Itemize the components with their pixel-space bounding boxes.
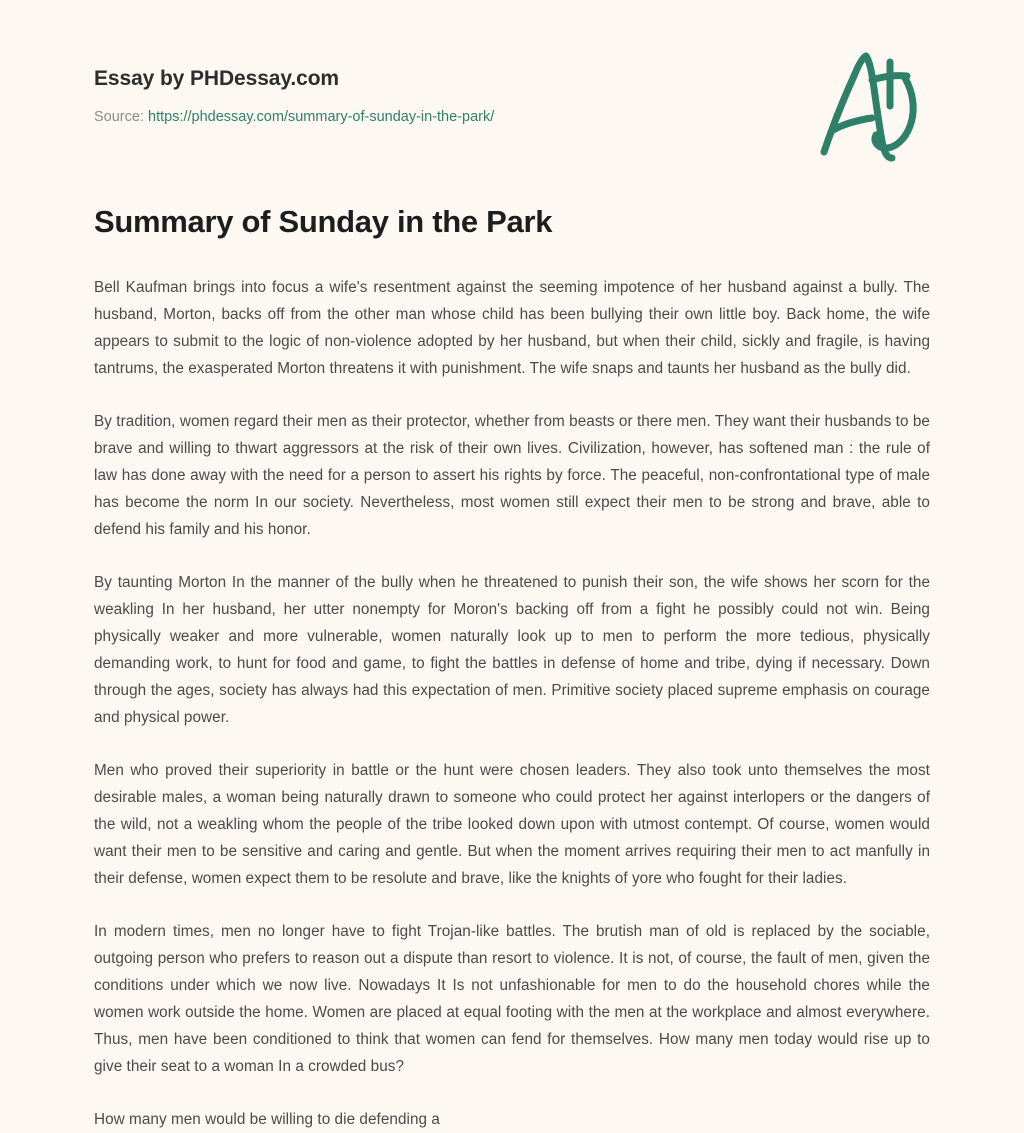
- page-title: Summary of Sunday in the Park: [94, 204, 553, 240]
- phdessay-a-plus-logo-icon: [810, 48, 930, 163]
- paragraph: Men who proved their superiority in battle or the hunt were chosen leaders. They also took unto themselves the most desirable males, a woman being naturally drawn to someone who could protect her against interlopers or the dangers of the wild, not a weakling whom the people of the tribe looked down upon with utmost contempt. Of course, women would want their men to be sensitive and caring and gentle. But when the moment arrives requiring their men to act manfully in their defense, women expect them to be resolute and brave, like the knights of yore who fought for their ladies.: [94, 762, 930, 888]
- source-line: [94, 108, 930, 127]
- article-body: [94, 240, 930, 1133]
- brand-line: Essay by PHDessay.com: [94, 67, 339, 90]
- source-label: Source:: [94, 109, 148, 126]
- paragraph: Bell Kaufman brings into focus a wife's resentment against the seeming impotence of her husband against a bully. The husband, Morton, backs off from the other man whose child has been bullying their own little boy. Back home, the wife appears to submit to the logic of non-violence adopted by her husband, but when their child, sickly and fragile, is having tantrums, the exasperated Morton threatens it with punishment. The wife snaps and taunts her husband as the bully did.: [94, 279, 930, 378]
- paragraph: By taunting Morton In the manner of the bully when he threatened to punish their son, the wife shows her scorn for the weakling In her husband, her utter nonempty for Moron's backing off from a fight he possibly could not win. Being physically weaker and more vulnerable, women naturally look up to men to perform the more tedious, physically demanding work, to hunt for food and game, to fight the battles in defense of home and tribe, dying if necessary. Down through the ages, society has always had this expectation of men. Primitive society placed supreme emphasis on courage and physical power.: [94, 574, 930, 727]
- source-url-link[interactable]: https://phdessay.com/summary-of-sunday-in-the-park/: [148, 109, 495, 126]
- paragraph: By tradition, women regard their men as their protector, whether from beasts or there men. They want their husbands to be brave and willing to thwart aggressors at the risk of their own lives. Civilization, however, has softened man : the rule of law has done away with the need for a person to assert his rights by force. The peaceful, non-confrontational type of male has become the norm In our society. Nevertheless, most women still expect their men to be strong and brave, able to defend his family and his honor.: [94, 413, 930, 539]
- paragraph: How many men would be willing to die defending a: [94, 1111, 440, 1129]
- paragraph: In modern times, men no longer have to fight Trojan-like battles. The brutish man of old is replaced by the sociable, outgoing person who prefers to reason out a dispute than resort to violence. It is not, of course, the fault of men, given the conditions under which we now live. Nowadays It Is not unfashionable for men to do the household chores while the women work outside the home. Women are placed at equal footing with the men at the workplace and almost everywhere. Thus, men have been conditioned to think that women can fend for themselves. How many men today would rise up to give their seat to a woman In a crowded bus?: [94, 923, 930, 1076]
- document-header: [94, 0, 930, 127]
